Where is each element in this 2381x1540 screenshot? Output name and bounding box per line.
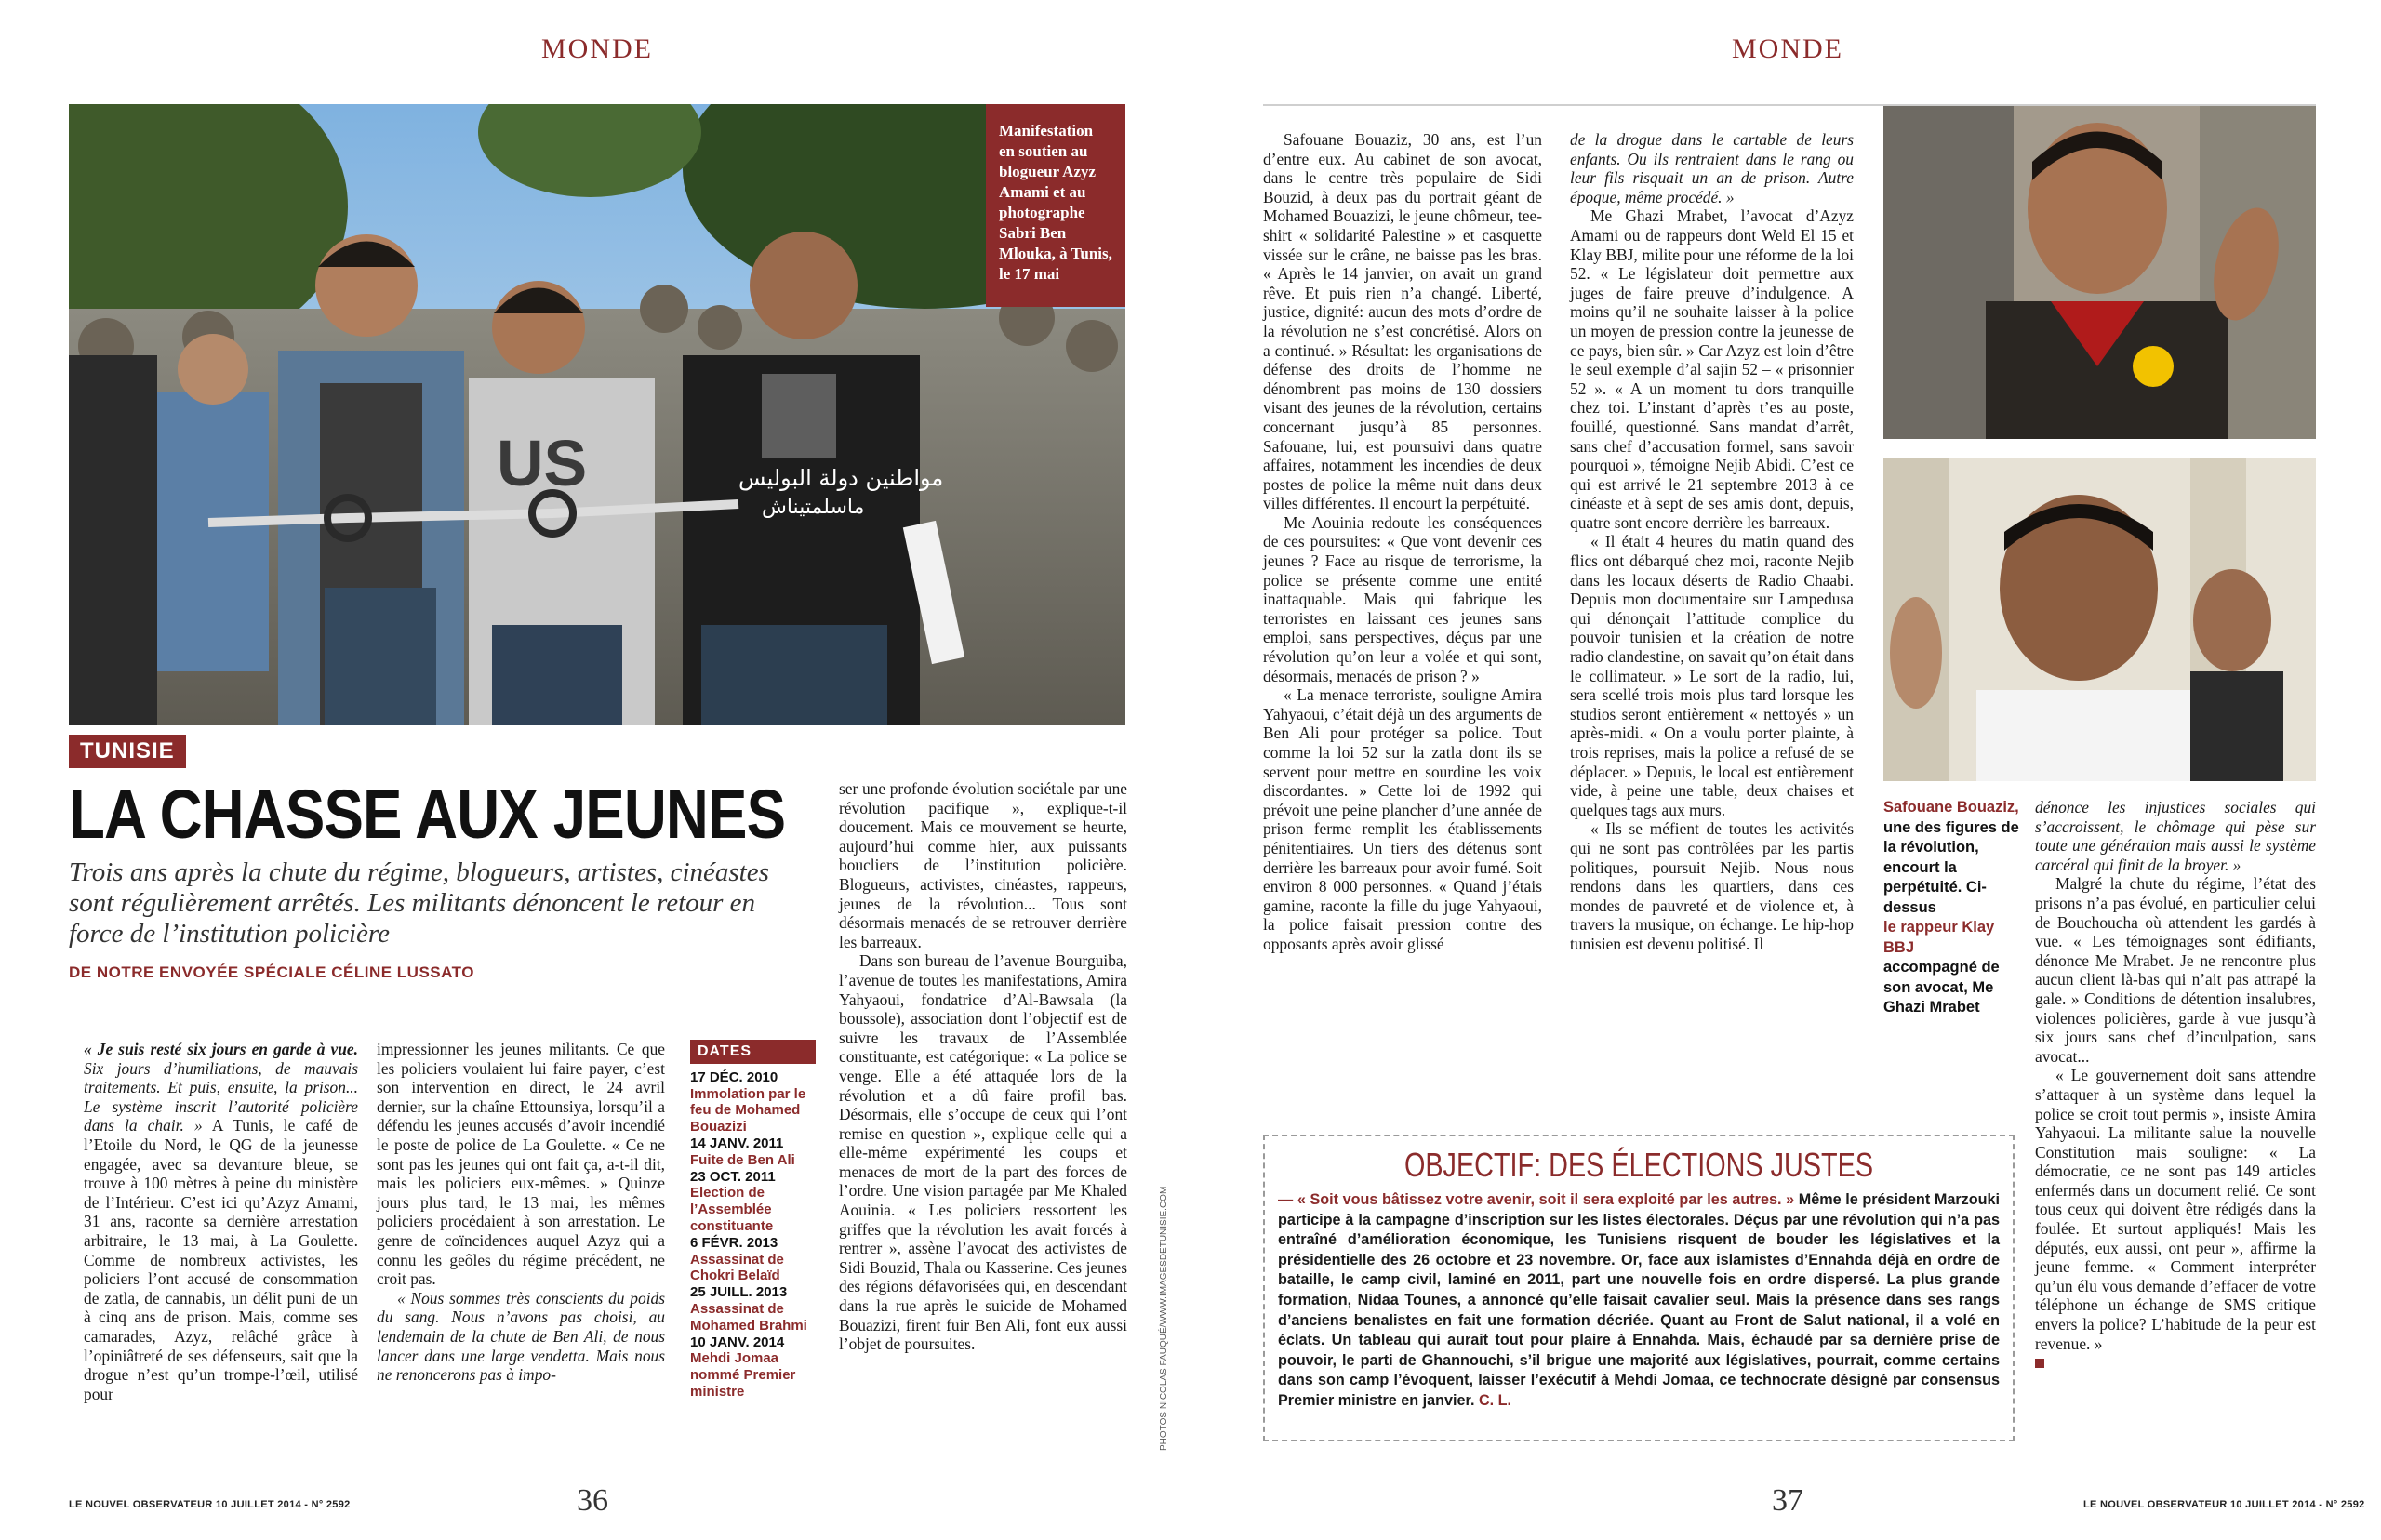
rapper-lawyer-photo <box>1883 458 2316 781</box>
date-label: 6 FÉVR. 2013 <box>690 1234 778 1251</box>
date-label: 25 JUILL. 2013 <box>690 1284 788 1301</box>
date-label: 10 JANV. 2014 <box>690 1334 785 1350</box>
col5-paragraph-1: de la drogue dans le cartable de leurs enfants. Ou ils rentraient dans le rang ou leur fils risquait un an de prison. Autre époque, même procédé. » <box>1570 130 1854 206</box>
folio-right: 37 <box>1772 1483 1803 1518</box>
col3-paragraph-1: ser une profonde évolution sociétale par une révolution pacifique », explique-t-il doucement. Mais ce mouvement se heurte, aujourd’hui comme hier, aux puissants boucliers de l’institution policière. Blogueurs, activistes, cinéastes, rappeurs, jeunes de la révolution... Tous sont désormais menacés de se retrouver derrière les barreaux. <box>839 779 1127 951</box>
end-mark <box>2035 1359 2044 1368</box>
col6-paragraph-3: « Le gouvernement doit sans attendre s’attaquer à un système dans lequel la police se croit tout permis », insiste Amira Yahyaoui. La militante salue la nouvelle Constitution mais souligne: « La démocratie, ce ne sont pas 149 articles enfermés dans un document relié. Ce sont tous ceux qui doivent être rédigés dans la foulée. Et surtout appliqués! Mais les députés, eux aussi, ont peur », affirme la jeune femme. « Comment interpréter qu’un élu vous demande d’effacer de votre téléphone un échange de SMS critique envers la police? L’habitude de la peur est revenue. » <box>2035 1066 2316 1353</box>
dates-item <box>690 1235 816 1284</box>
safouane-portrait-photo <box>1883 106 2316 439</box>
box-quote: — « Soit vous bâtissez votre avenir, soit il sera exploité par les autres. » <box>1278 1191 1795 1208</box>
dates-item <box>690 1284 816 1334</box>
folio-left: 36 <box>577 1483 608 1518</box>
photo-caption: Manifestation en soutien au blogueur Azyz Amami et au photographe Sabri Ben Mlouka, à Tunis, le 17 mai <box>986 104 1125 307</box>
tshirt-text-line1: مواطنين دولة البوليس <box>738 465 944 491</box>
article-column-1 <box>84 1040 358 1403</box>
photo-side-caption <box>1883 798 2023 1018</box>
caption-desc-2: accompagné de son avocat, Me Ghazi Mrabet <box>1883 959 2000 1016</box>
article-column-6 <box>2035 798 2316 1373</box>
page-left <box>0 0 1190 1540</box>
dates-item <box>690 1334 816 1401</box>
col4-paragraph-2: Me Aouinia redoute les conséquences de ces poursuites: « Que vont devenir ces jeunes ? Face au risque de terrorisme, la police se présente comme une entité inattaquable. Mais qui fabrique les terroristes en laissant ces jeunes sans emploi, sans perspectives, déçus par une révolution qu’on leur a volée et qui sont, désormais, menacés de prison ? » <box>1263 512 1542 685</box>
sweatshirt-text: US <box>497 427 588 499</box>
col1-text: A Tunis, le café de l’Etoile du Nord, le QG de la jeunesse engagée, avec sa devanture bleue, se trouve à 100 mètres à peine du ministère de l’Intérieur. C’est ici qu’Azyz Amami, 31 ans, raconte sa dernière arrestation arbitraire, le 13 mai, à La Goulette. Comme de nombreux activistes, les policiers l’ont accusé de consommation de zatla, de cannabis, un délit puni de un à cinq ans de prison. Mais, comme ses camarades, Azyz, relâché grâce à l’opiniâtreté de ses défenseurs, sait que la drogue n’est qu’un trompe-l’œil, utilisé pour <box>84 1116 358 1403</box>
col5-paragraph-2: Me Ghazi Mrabet, l’avocat d’Azyz Amami ou de rappeurs dont Weld El 15 et Klay BBJ, milite pour une réforme de la loi 52. « Le législateur doit permettre aux juges de faire preuve d’indulgence. A moins qu’il ne souhaite laisser à la police un moyen de pression contre la jeunesse de ce pays, bien sûr. » Car Azyz est loin d’être le seul exemple d’al sajin 52 – « prisonnier 52 ». « A un moment tu dors tranquille chez toi. L’instant d’après t’es au poste, fouillé, questionné. Sans mandat d’arrêt, sans chef d’accusation formel, sans savoir pourquoi », témoigne Nejib Abidi. C’est ce qui est arrivé le 21 septembre 2013 à ce cinéaste et à sept de ses amis dont, depuis, quatre sont encore derrière les barreaux. <box>1570 206 1854 532</box>
dates-title: DATES <box>690 1040 816 1064</box>
col5-paragraph-4: « Ils se méfient de toutes les activités qui ne sont pas contrôlées par les partis politiques, poursuit Nejib. Nous nous rendons dans les quartiers, dans ces mondes de pauvreté et de violence et, à travers la musique, on échange. Le hip-hop tunisien est devenu politisé. Il <box>1570 819 1854 953</box>
date-event: Assassinat de Mohamed Brahmi <box>690 1300 807 1334</box>
election-box <box>1263 1135 2015 1441</box>
main-protest-photo <box>69 104 1125 725</box>
footer-publication-left: LE NOUVEL OBSERVATEUR 10 JUILLET 2014 - N° 2592 <box>69 1499 351 1510</box>
caption-name: Safouane Bouaziz, <box>1883 799 2019 816</box>
date-label: 23 OCT. 2011 <box>690 1168 776 1185</box>
article-column-2 <box>377 1040 665 1385</box>
lead-quote: « Je suis resté six jours en garde à vue. <box>84 1040 358 1058</box>
col3-paragraph-2: Dans son bureau de l’avenue Bourguiba, l’avenue de toutes les manifestations, Amira Yahyaoui, fondatrice d’Al-Bawsala (la boussole), association dont l’objectif est de suivre les travaux de l’Assemblée constituante, est catégorique: « La police se venge. Elle a été attaquée lors de la révolution et a dû faire profil bas. Désormais, elle s’occupe de ceux qui l’ont remise en question », explique celle qui a elle-même expérimenté les coups et menaces de mort de la part des forces de l’ordre. Une vision partagée par Me Khaled Aouinia. « Les policiers ressortent les griffes que la révolution les avait forcés à rentrer », assène l’avocat des activistes de Sidi Bouzid, Thala ou Kasserine. Ces jeunes des régions défavorisées qui, en descendant dans la rue après le suicide de Mohamed Bouazizi, firent fuir Ben Ali, font eux aussi l’objet de poursuites. <box>839 951 1127 1354</box>
date-label: 14 JANV. 2011 <box>690 1135 784 1151</box>
dates-item <box>690 1069 816 1135</box>
kicker-tunisie: TUNISIE <box>69 735 186 768</box>
photo-credit: PHOTOS NICOLAS FAUQUÉ/WWW.IMAGESDETUNISIE.COM <box>1159 1186 1169 1451</box>
date-event: Mehdi Jomaa nommé Premier ministre <box>690 1350 796 1400</box>
caption-name-2: le rappeur Klay BBJ <box>1883 919 1995 956</box>
caption-desc: une des figures de la révolution, encourt la perpétuité. Ci-dessus <box>1883 818 2019 916</box>
headline: LA CHASSE AUX JEUNES <box>69 776 786 853</box>
box-text: Même le président Marzouki participe à la campagne d’inscription sur les listes électorales. Déçus par une révolution qui n’a pas entraîné d’amélioration économique, les Tunisiens risquent de bouder les législatives et la présidentielle des 26 octobre et 23 novembre. Or, face aux islamistes d’Ennahda déjà en ordre de bataille, le camp civil, laminé en 2011, part une nouvelle fois en ordre dispersé. La plus grande formation, Nidaa Tounes, a annoncé qu’elle faisait cavalier seul. Mais la présence dans ses rangs d’anciens benalistes en fait une formation décriée. Quant au Front de Salut national, il a volé en éclats. Un tableau qui aurait tout pour plaire à Ennahda. Mais, échaudé par sa dernière prise de pouvoir, le parti de Ghannouchi, s’il brigue une majorité aux législatives, pourrait, comme certains dans son camp l’évoquent, laisser l’exécutif à Mehdi Jomaa, ce technocrate désigné par consensus Premier ministre en janvier. <box>1278 1191 2000 1409</box>
dates-sidebar <box>690 1040 816 1401</box>
date-event: Fuite de Ben Ali <box>690 1151 795 1168</box>
box-signature: C. L. <box>1474 1391 1512 1409</box>
byline: DE NOTRE ENVOYÉE SPÉCIALE CÉLINE LUSSATO <box>69 963 474 981</box>
dates-item <box>690 1135 816 1169</box>
lead-quote-rest: Six jours d’humiliations, de mauvais traitements. Et puis, ensuite, la prison... Le système inscrit l’autorité policière dans la chair. » <box>84 1058 358 1135</box>
date-event: Assassinat de Chokri Belaïd <box>690 1251 784 1284</box>
article-column-3 <box>839 779 1127 1354</box>
section-header-right: MONDE <box>1732 33 1843 64</box>
col6-paragraph-2: Malgré la chute du régime, l’état des prisons n’a pas évolué, en particulier celui de Bouchoucha où attendent les gardés à vue. « Les témoignages sont édifiants, dénonce Me Mrabet. Je ne rencontre plus aucun client là-bas qui n’ait pas attrapé la gale. » Conditions de détention insalubres, violences policières, garde à vue jusqu’à six jours sans chef d’inculpation, sans avocat... <box>2035 874 2316 1066</box>
col2-paragraph-2: « Nous sommes très conscients du poids du sang. Nous n’avons pas choisi, au lendemain de la chute de Ben Ali, de nous lancer dans une large vendetta. Mais nous ne renoncerons pas à impo- <box>377 1288 665 1385</box>
col2-paragraph-1: impressionner les jeunes militants. Ce que les policiers voulaient lui faire payer, c’est son intervention en direct, le 24 avril dernier, sur la chaîne Ettounsiya, lorsqu’il a défendu les jeunes accusés d’avoir incendié le poste de police de La Goulette. « Ce ne sont pas les jeunes qui ont fait ça, a-t-il dit, mais les policiers eux-mêmes. » Quinze jours plus tard, le 13 mai, les mêmes policiers procédaient à son arrestation. Le genre de coïncidences auquel Azyz qui a connu les geôles du régime précédent, ne croit pas. <box>377 1040 665 1289</box>
date-event: Election de l’Assemblée constituante <box>690 1185 774 1234</box>
dates-item <box>690 1169 816 1235</box>
box-body <box>1278 1190 2000 1412</box>
box-title: OBJECTIF: DES ÉLECTIONS JUSTES <box>1403 1146 1874 1184</box>
article-column-4 <box>1263 130 1542 954</box>
footer-publication-right: LE NOUVEL OBSERVATEUR 10 JUILLET 2014 - N° 2592 <box>2083 1499 2365 1510</box>
article-column-5 <box>1570 130 1854 954</box>
tshirt-text-line2: ماسلمتيناش <box>762 496 865 519</box>
section-header-left: MONDE <box>541 33 653 64</box>
col6-paragraph-1: dénonce les injustices sociales qui s’accroissent, le chômage qui pèse sur toute une génération mais aussi le système carcéral qui finit de la broyer. » <box>2035 798 2316 874</box>
date-event: Immolation par le feu de Mohamed Bouazizi <box>690 1085 806 1135</box>
col5-paragraph-3: « Il était 4 heures du matin quand des flics ont débarqué chez moi, raconte Nejib dans les locaux déserts de Radio Chaabi. Depuis mon documentaire sur Lampedusa qui dénonçait l’attitude complice du pouvoir tunisien et la création de notre radio clandestine, on savait qu’on était dans le collimateur. » Le sort de la radio, lui, sera scellé trois mois plus tard lorsque les studios seront entièrement « nettoyés » un après-midi. « On a voulu porter plainte, à trois reprises, mais la police a refusé de se déplacer. » Depuis, le local est entièrement vide, à peine une table, deux chaises et quelques tags aux murs. <box>1570 532 1854 819</box>
page-right <box>1190 0 2381 1540</box>
standfirst: Trois ans après la chute du régime, blogueurs, artistes, cinéastes sont régulièrement arrêtés. Les militants dénoncent le retour en force de l’institution policière <box>69 857 769 949</box>
date-label: 17 DÉC. 2010 <box>690 1069 778 1085</box>
col4-paragraph-3: « La menace terroriste, souligne Amira Yahyaoui, c’était déjà un des arguments de Ben Ali pour protéger sa police. Tout comme la loi 52 sur la zatla dont ils se servent pour mettre en sourdine les voix discordantes. » Cette loi de 1992 qui prévoit une peine plancher d’une année de prison ferme remplit les établissements pénitentiaires. Un tiers des détenus sont derrière les barreaux pour avoir fumé. Soit environ 8 000 personnes. « Quand j’étais gamine, raconte la fille du juge Yahyaoui, la police faisait pression contre des opposants après avoir glissé <box>1263 685 1542 953</box>
col4-paragraph-1: Safouane Bouaziz, 30 ans, est l’un d’entre eux. Au cabinet de son avocat, dans le centre très populaire de Sidi Bouzid, à deux pas du portrait géant de Mohamed Bouazizi, le jeune chômeur, tee-shirt « solidarité Palestine » et casquette vissée sur le crâne, ne baisse pas les bras. « Après le 14 janvier, on avait un grand rêve. Et puis rien n’a changé. Liberté, justice, dignité: aucun des mots d’ordre de la révolution ne s’est concrétisé. Alors on a continué. » Résultat: les organisations de défense des droits de l’homme ne dénombrent pas moins de 130 dossiers visant des jeunes de la révolution, certains concernant jusqu’à 85 personnes. Safouane, lui, est poursuivi dans quatre affaires, notamment les incendies de deux postes de police la même nuit dans deux villes différentes. Il encourt la perpétuité. <box>1263 130 1542 513</box>
